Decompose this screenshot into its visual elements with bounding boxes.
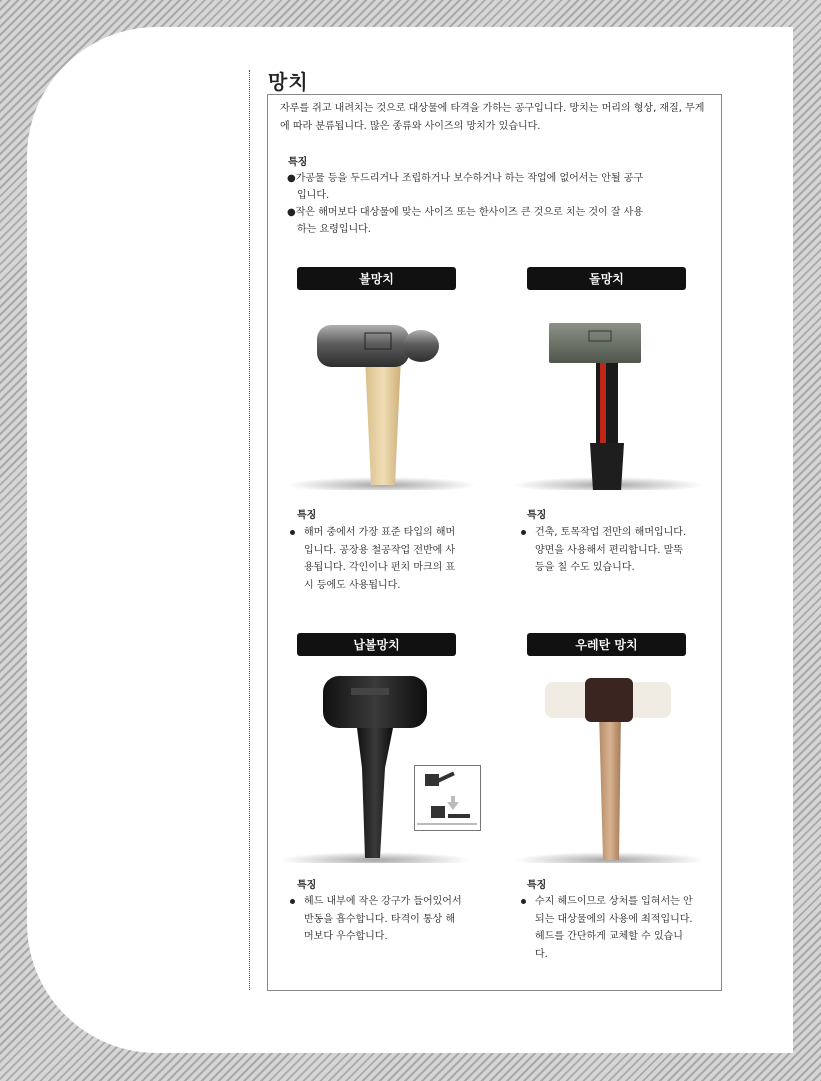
dead-blow-description-block bbox=[284, 893, 464, 946]
ball-peen-label: 볼망치 bbox=[297, 267, 456, 290]
ball-peen-description-block bbox=[284, 524, 459, 594]
ball-peen-hammer-image bbox=[265, 295, 495, 490]
ball-peen-feature-heading: 특징 bbox=[297, 510, 317, 521]
urethane-hammer-description: 수지 헤드이므로 상처를 입혀서는 안 되는 대상물에의 사용에 최적입니다. 헤드를 간단하게 교체할 수 있습니다. bbox=[515, 893, 695, 963]
urethane-hammer-description-block bbox=[515, 893, 695, 963]
feature-bullet: ●가공물 등을 두드리거나 조립하거나 보수하거나 하는 작업에 없어서는 안될 공구입니다. bbox=[287, 173, 644, 201]
urethane-hammer-label: 우레탄 망치 bbox=[527, 633, 686, 656]
stone-hammer-feature-heading: 특징 bbox=[527, 510, 547, 521]
feature-bullet: ●작은 해머보다 대상물에 맞는 사이즈 또는 한사이즈 큰 것으로 치는 것이 잘 사용하는 요령입니다. bbox=[287, 207, 643, 235]
ball-peen-description: 해머 중에서 가장 표준 타입의 해머입니다. 공장용 철공작업 전반에 사용됩니다. 각인이나 펀치 마크의 표시 등에도 사용됩니다. bbox=[284, 524, 459, 594]
dead-blow-feature-heading: 특징 bbox=[297, 880, 317, 891]
dead-blow-diagram-icon bbox=[414, 765, 481, 831]
features-heading: 특징 bbox=[288, 157, 308, 168]
stone-hammer-image bbox=[493, 295, 723, 490]
features-list bbox=[287, 170, 652, 238]
dead-blow-label: 납볼망치 bbox=[297, 633, 456, 656]
dead-blow-description: 헤드 내부에 작은 강구가 들어있어서 반동을 흡수합니다. 타격이 통상 해머보다 우수합니다. bbox=[284, 893, 464, 946]
stone-hammer-label: 돌망치 bbox=[527, 267, 686, 290]
intro-text: 자루를 쥐고 내려치는 것으로 대상물에 타격을 가하는 공구입니다. 망치는 머리의 형상, 재질, 무게에 따라 분류됩니다. 많은 종류와 사이즈의 망치가 있습니다. bbox=[280, 103, 705, 132]
urethane-hammer-image bbox=[493, 668, 723, 863]
stone-hammer-description-block bbox=[515, 524, 690, 577]
urethane-hammer-feature-heading: 특징 bbox=[527, 880, 547, 891]
margin-rule bbox=[249, 70, 250, 990]
page-title: 망치 bbox=[268, 70, 309, 94]
stone-hammer-description: 건축, 토목작업 전만의 해머입니다. 양면을 사용해서 편리합니다. 말뚝 등을 칠 수도 있습니다. bbox=[515, 524, 690, 577]
